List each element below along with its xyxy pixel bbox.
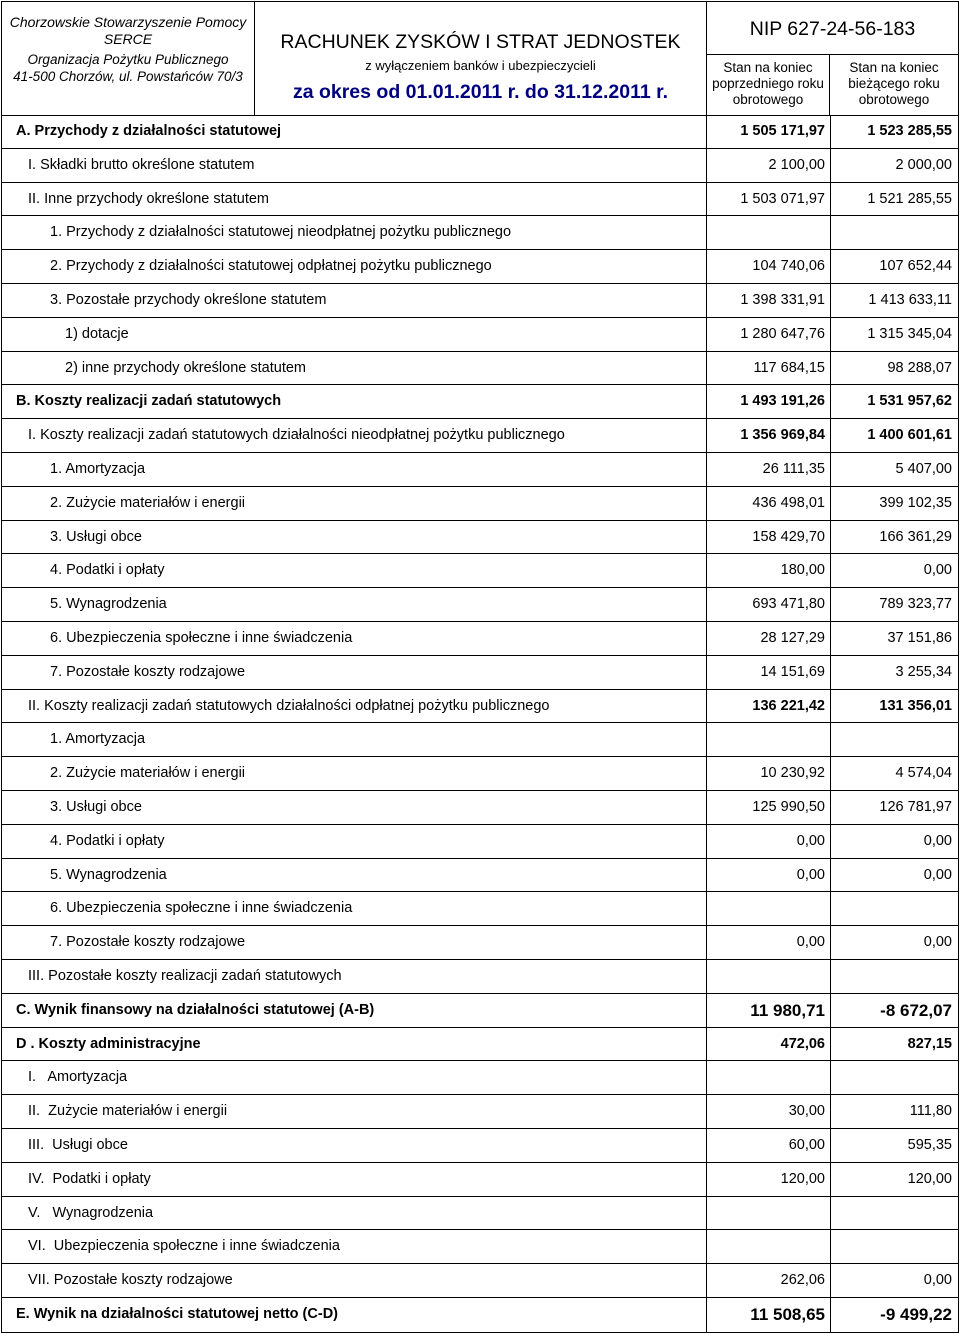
title-block [255,2,707,115]
table-row [2,1095,958,1129]
table-row [2,994,958,1028]
value-current: 1 413 633,11 [868,291,952,308]
row-label: C. Wynik finansowy na działalności statutowej (A-B) [2,994,707,1027]
table-row [2,487,958,521]
table-row [2,859,958,893]
row-label: 4. Podatki i opłaty [2,825,707,858]
value-previous: 693 471,80 [707,588,831,621]
table-row [2,1264,958,1298]
row-label: 3. Pozostałe przychody określone statutem [2,284,707,317]
value-current: -9 499,22 [880,1304,952,1324]
statement-period: za okres od 01.01.2011 r. do 31.12.2011 r. [292,81,669,103]
value-previous: 136 221,42 [707,690,831,723]
table-row [2,1197,958,1231]
table-row [2,521,958,555]
table-row [2,588,958,622]
row-label: B. Koszty realizacji zadań statutowych [2,385,707,418]
org-name-line1: Chorzowskie Stowarzyszenie Pomocy [9,14,247,30]
value-current: 98 288,07 [887,359,952,376]
value-current [831,1197,958,1230]
value-current: 827,15 [907,1035,952,1052]
value-previous: 30,00 [707,1095,831,1128]
row-label: 1. Amortyzacja [2,723,707,756]
table-row [2,183,958,217]
table-row [2,1061,958,1095]
value-current: 107 652,44 [879,258,952,275]
value-previous: 11 980,71 [707,994,831,1027]
value-previous [707,1197,831,1230]
row-label: III. Pozostałe koszty realizacji zadań statutowych [2,960,707,993]
column-header-previous-year: Stan na koniec poprzedniego roku obrotowego [707,55,830,116]
value-current: 1 531 957,62 [867,393,952,410]
table-row [2,656,958,690]
table-row [2,453,958,487]
column-header-current-year: Stan na koniec bieżącego roku obrotowego [848,60,940,107]
value-previous: 472,06 [707,1028,831,1061]
value-current: 1 315 345,04 [867,325,952,342]
table-row [2,149,958,183]
value-current: 111,80 [909,1103,952,1120]
value-current [831,960,958,993]
table-row [2,318,958,352]
statement-header [2,2,958,116]
row-label: A. Przychody z działalności statutowej [2,115,707,148]
row-label: I. Koszty realizacji zadań statutowych działalności nieodpłatnej pożytku publicznego [2,419,707,452]
value-previous: 2 100,00 [707,149,831,182]
statement-rows [2,115,958,1332]
row-label: 2. Przychody z działalności statutowej odpłatnej pożytku publicznego [2,250,707,283]
value-current: -8 672,07 [880,1000,952,1020]
org-name-line2: SERCE [103,31,153,47]
table-row [2,1298,958,1332]
row-label: 3. Usługi obce [2,791,707,824]
value-current: 37 151,86 [887,629,952,646]
value-current: 2 000,00 [895,156,952,173]
table-row [2,622,958,656]
table-row [2,1129,958,1163]
value-previous: 180,00 [707,554,831,587]
value-current: 1 400 601,61 [867,427,952,444]
row-label: E. Wynik na działalności statutowej netto (C-D) [2,1298,707,1332]
value-previous [707,216,831,249]
value-previous: 1 503 071,97 [707,183,831,216]
value-previous: 10 230,92 [707,757,831,790]
value-previous: 0,00 [707,926,831,959]
value-current: 0,00 [923,832,952,849]
table-row [2,757,958,791]
column-headers [707,54,958,116]
value-previous: 120,00 [707,1163,831,1196]
value-previous: 1 493 191,26 [707,385,831,418]
value-previous: 0,00 [707,859,831,892]
value-previous: 28 127,29 [707,622,831,655]
table-row [2,1028,958,1062]
value-current: 3 255,34 [895,663,952,680]
value-previous: 436 498,01 [707,487,831,520]
value-current: 0,00 [923,562,952,579]
table-row [2,1163,958,1197]
value-current: 131 356,01 [879,697,952,714]
value-previous: 60,00 [707,1129,831,1162]
table-row [2,723,958,757]
row-label: 6. Ubezpieczenia społeczne i inne świadczenia [2,622,707,655]
row-label: II. Koszty realizacji zadań statutowych działalności odpłatnej pożytku publicznego [2,690,707,723]
row-label: 7. Pozostałe koszty rodzajowe [2,926,707,959]
value-previous: 14 151,69 [707,656,831,689]
row-label: I. Amortyzacja [2,1061,707,1094]
value-previous: 1 398 331,91 [707,284,831,317]
statement-subtitle: z wyłączeniem banków i ubezpieczycieli [365,58,596,73]
org-address: 41-500 Chorzów, ul. Powstańców 70/3 [13,69,243,84]
value-current: 5 407,00 [895,460,952,477]
row-label: D . Koszty administracyjne [2,1028,707,1061]
value-current: 399 102,35 [879,494,952,511]
row-label: II. Inne przychody określone statutem [2,183,707,216]
value-previous: 262,06 [707,1264,831,1297]
table-row [2,690,958,724]
row-label: 4. Podatki i opłaty [2,554,707,587]
value-previous: 26 111,35 [707,453,831,486]
value-previous [707,723,831,756]
value-previous: 125 990,50 [707,791,831,824]
value-current: 1 523 285,55 [867,123,952,139]
row-label: I. Składki brutto określone statutem [2,149,707,182]
value-current: 126 781,97 [879,798,952,815]
row-label: III. Usługi obce [2,1129,707,1162]
row-label: 5. Wynagrodzenia [2,859,707,892]
row-label: 2) inne przychody określone statutem [2,352,707,385]
value-current [831,1230,958,1263]
row-label: 7. Pozostałe koszty rodzajowe [2,656,707,689]
value-current: 1 521 285,55 [867,190,952,207]
value-previous [707,1061,831,1094]
value-current: 0,00 [923,1272,952,1289]
row-label: 3. Usługi obce [2,521,707,554]
value-previous: 1 356 969,84 [707,419,831,452]
row-label: II. Zużycie materiałów i energii [2,1095,707,1128]
table-row [2,352,958,386]
table-row [2,960,958,994]
table-row [2,554,958,588]
table-row [2,791,958,825]
financial-statement-sheet [1,1,959,1333]
table-row [2,284,958,318]
row-label: 1) dotacje [2,318,707,351]
organization-block [2,2,255,115]
table-row [2,926,958,960]
row-label: 5. Wynagrodzenia [2,588,707,621]
table-row [2,825,958,859]
value-current: 166 361,29 [879,528,952,545]
nip-number: NIP 627-24-56-183 [749,18,916,40]
value-current [831,1061,958,1094]
value-previous: 104 740,06 [707,250,831,283]
value-previous: 0,00 [707,825,831,858]
value-previous: 1 280 647,76 [707,318,831,351]
table-row [2,115,958,149]
row-label: 1. Amortyzacja [2,453,707,486]
value-previous: 11 508,65 [707,1298,831,1332]
value-current [831,892,958,925]
value-previous [707,892,831,925]
row-label: 6. Ubezpieczenia społeczne i inne świadczenia [2,892,707,925]
row-label: 2. Zużycie materiałów i energii [2,487,707,520]
value-previous [707,1230,831,1263]
value-current: 0,00 [923,866,952,883]
table-row [2,1230,958,1264]
row-label: 1. Przychody z działalności statutowej nieodpłatnej pożytku publicznego [2,216,707,249]
row-label: VII. Pozostałe koszty rodzajowe [2,1264,707,1297]
value-current: 120,00 [907,1170,952,1187]
value-previous [707,960,831,993]
value-current: 789 323,77 [879,596,952,613]
nip-block [707,2,958,115]
value-current: 0,00 [923,934,952,951]
value-previous: 1 505 171,97 [707,115,831,148]
value-current [831,216,958,249]
table-row [2,419,958,453]
org-status: Organizacja Pożytku Publicznego [27,52,229,67]
table-row [2,892,958,926]
statement-title: RACHUNEK ZYSKÓW I STRAT JEDNOSTEK [280,31,681,53]
value-previous: 117 684,15 [707,352,831,385]
row-label: IV. Podatki i opłaty [2,1163,707,1196]
row-label: V. Wynagrodzenia [2,1197,707,1230]
table-row [2,216,958,250]
row-label: VI. Ubezpieczenia społeczne i inne świadczenia [2,1230,707,1263]
value-previous: 158 429,70 [707,521,831,554]
table-row [2,385,958,419]
value-current: 4 574,04 [895,765,952,782]
row-label: 2. Zużycie materiałów i energii [2,757,707,790]
value-current [831,723,958,756]
table-row [2,250,958,284]
value-current: 595,35 [907,1136,952,1153]
